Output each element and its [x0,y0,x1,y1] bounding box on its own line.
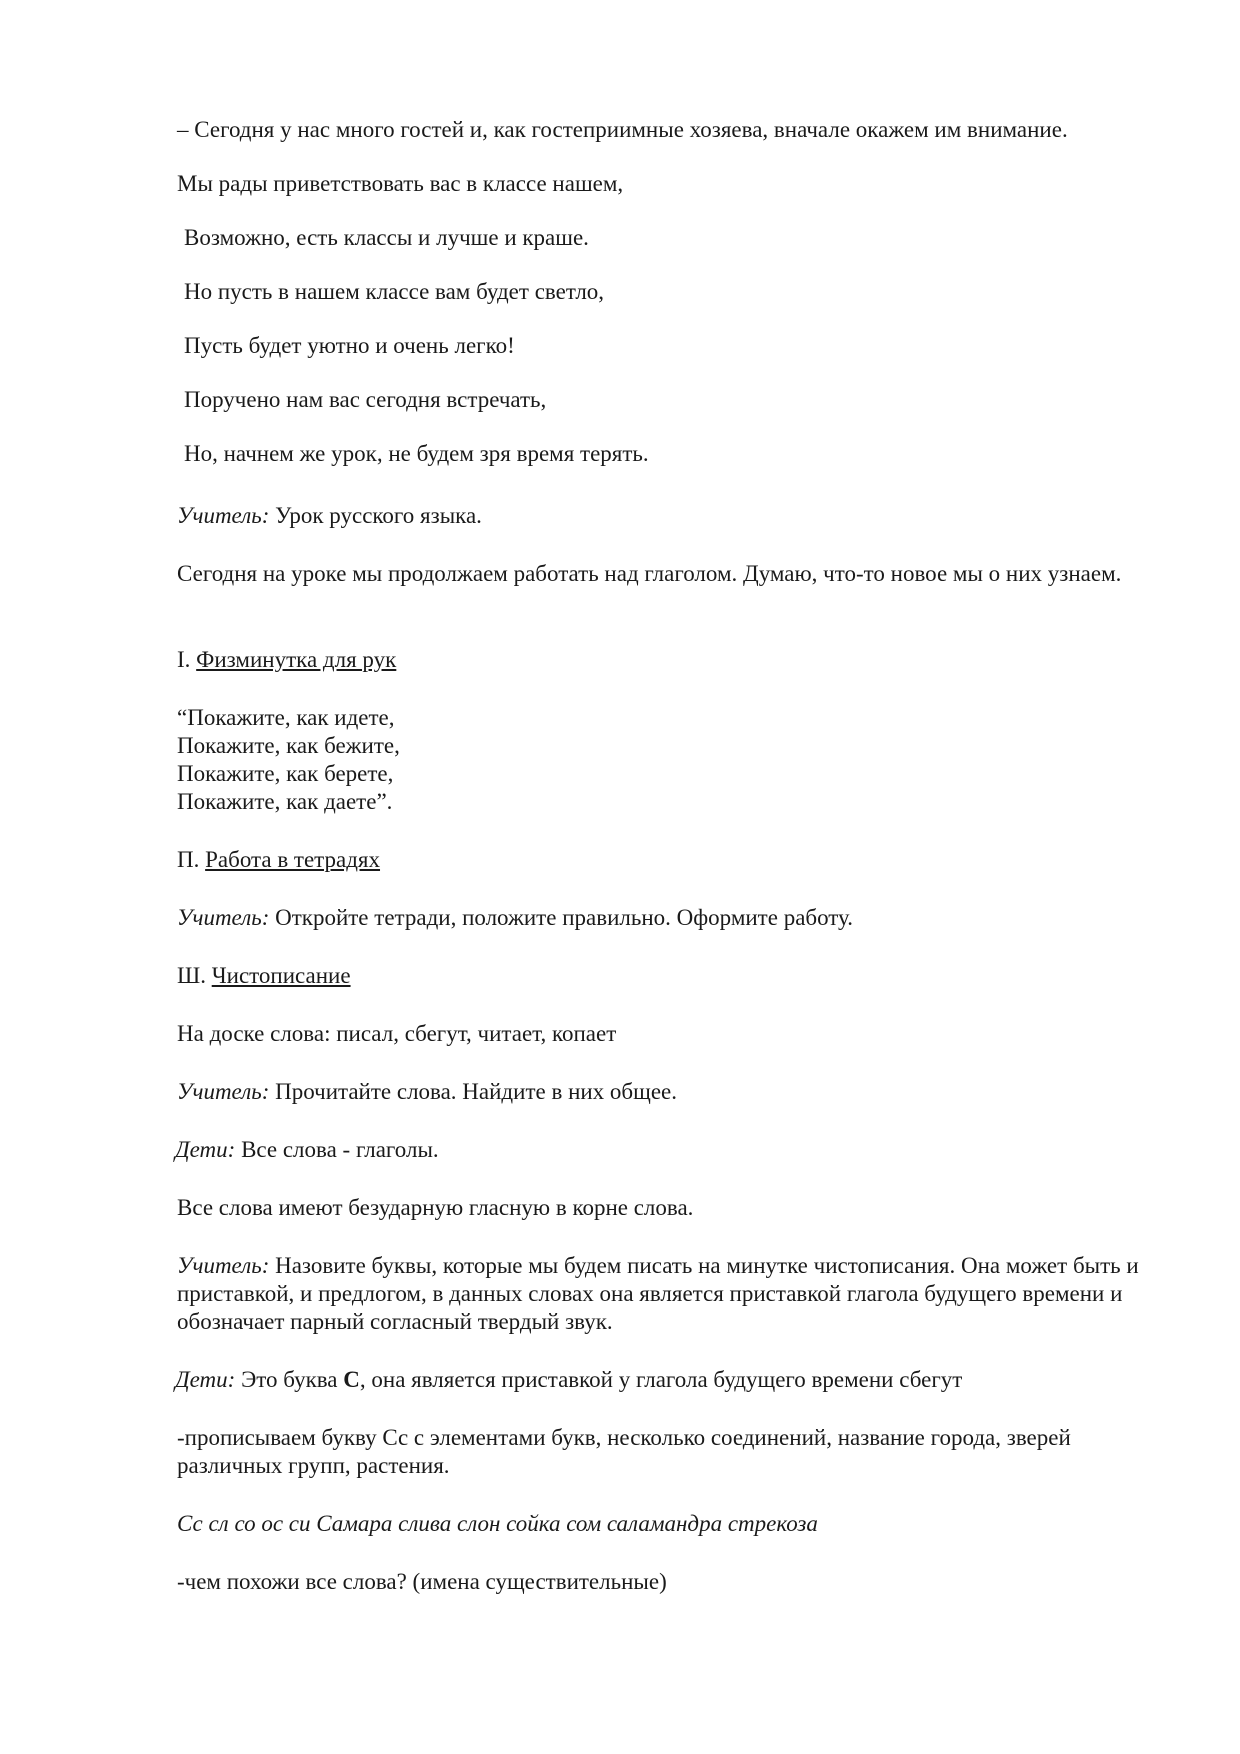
section-number: Ш. [177,963,206,988]
teacher-letters-paragraph [177,1252,1177,1336]
exercise-line: “Покажите, как идете, [177,705,395,730]
poem-line: Но пусть в нашем классе вам будет светло, [184,279,605,304]
section-heading [177,846,380,874]
exercise-line: Покажите, как бежите, [177,733,400,758]
question-line: -чем похожи все слова? (имена существительные) [177,1569,667,1594]
teacher-read-line [177,1078,677,1106]
dialogue-text-after: , она является приставкой у глагола будущего времени сбегут [359,1367,963,1392]
board-words: На доске слова: писал, сбегут, читает, копает [177,1021,617,1046]
teacher-notebooks-line [177,904,853,932]
calligraphy-line: Сс сл со ос си Самара слива слон сойка сом саламандра стрекоза [177,1511,818,1536]
section-heading [177,962,351,990]
section-number: П. [177,847,200,872]
dialogue-text: Откройте тетради, положите правильно. Оформите работу. [275,905,853,930]
section-title: Физминутка для рук [196,647,397,672]
poem-line: Возможно, есть классы и лучше и краше. [184,225,589,250]
exercise-line: Покажите, как даете”. [177,789,393,814]
dialogue-text: Назовите буквы, которые мы будем писать на минутке чистописания. Она может быть и приставкой, и предлогом, в данных словах она является приставкой глагола будущего времени и обозначает парный согласный твердый звук. [177,1253,1139,1334]
children-letter-line [175,1366,962,1394]
letter-bold: С [343,1367,360,1392]
children-verbs-line [175,1136,439,1164]
prescribe-paragraph: -прописываем букву Сс с элементами букв, несколько соединений, название города, зверей различных групп, растения. [177,1425,1071,1478]
poem-line: Пусть будет уютно и очень легко! [184,333,515,358]
section-title: Чистописание [211,963,351,988]
section-number: I. [177,647,191,672]
teacher-lesson-line [177,502,482,530]
exercise-line: Покажите, как берете, [177,761,394,786]
speaker-label: Учитель: [177,1253,270,1278]
speaker-label: Дети: [175,1137,236,1162]
poem-line: Но, начнем же урок, не будем зря время терять. [184,441,649,466]
section-title: Работа в тетрадях [205,847,381,872]
unstressed-line: Все слова имеют безударную гласную в корне слова. [177,1195,694,1220]
dialogue-text-before: Это буква [241,1367,344,1392]
speaker-label: Учитель: [177,503,270,528]
speaker-label: Учитель: [177,905,270,930]
poem-line: Мы рады приветствовать вас в классе нашем, [177,171,624,196]
lesson-title: Урок русского языка. [275,503,482,528]
poem-line: Поручено нам вас сегодня встречать, [184,387,547,412]
speaker-label: Дети: [175,1367,236,1392]
dialogue-text: Прочитайте слова. Найдите в них общее. [275,1079,678,1104]
intro-text: – Сегодня у нас много гостей и, как гостеприимные хозяева, вначале окажем им внимание. [177,117,1068,142]
today-paragraph: Сегодня на уроке мы продолжаем работать над глаголом. Думаю, что-то новое мы о них узнаем. [177,561,1122,586]
dialogue-text: Все слова - глаголы. [241,1137,439,1162]
section-heading [177,646,396,674]
speaker-label: Учитель: [177,1079,270,1104]
